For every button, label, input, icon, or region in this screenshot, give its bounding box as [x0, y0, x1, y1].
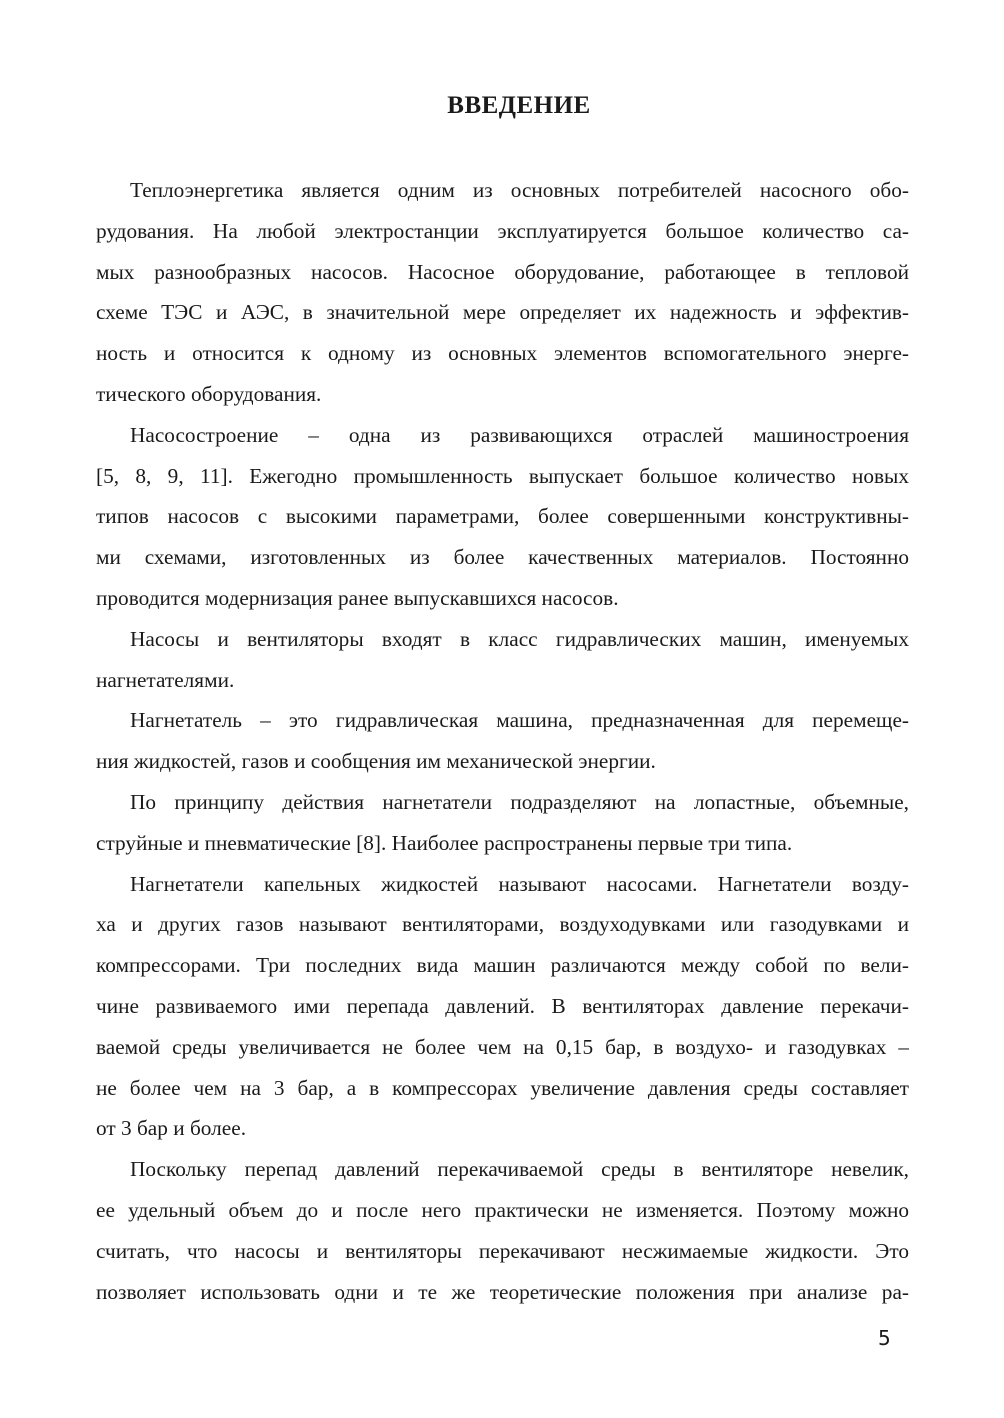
text-line: ваемой среды увеличивается не более чем на 0,15 бар, в воздухо- и газодувках – [96, 1034, 909, 1059]
text-line: Нагнетатель – это гидравлическая машина, предназначенная для перемеще- [130, 708, 909, 733]
text-line: мых разнообразных насосов. Насосное оборудование, работающее в тепловой [96, 259, 909, 284]
page-number: 5 [878, 1326, 891, 1350]
paragraph [96, 1149, 909, 1312]
text-line: Насосы и вентиляторы входят в класс гидравлических машин, именуемых [130, 626, 909, 651]
text-line: проводится модернизация ранее выпускавшихся насосов. [96, 585, 619, 610]
paragraph [96, 415, 909, 619]
text-line: Теплоэнергетика является одним из основных потребителей насосного обо- [130, 178, 909, 202]
text-line: [5, 8, 9, 11]. Ежегодно промышленность выпускает большое количество новых [96, 463, 909, 488]
text-line: ми схемами, изготовленных из более качественных материалов. Постоянно [96, 545, 909, 570]
paragraph [96, 700, 909, 782]
text-line: струйные и пневматические [8]. Наиболее распространены первые три типа. [96, 830, 793, 855]
text-line: Нагнетатели капельных жидкостей называют насосами. Нагнетатели возду- [130, 871, 909, 896]
paragraph [96, 619, 909, 701]
body-text [96, 170, 909, 1312]
text-line: чине развиваемого ими перепада давлений. В вентиляторах давление перекачи- [96, 993, 909, 1018]
text-line: ха и других газов называют вентиляторами, воздуходувками или газодувками и [96, 912, 909, 937]
text-line: не более чем на 3 бар, а в компрессорах увеличение давления среды составляет [96, 1075, 909, 1100]
text-line: считать, что насосы и вентиляторы перекачивают несжимаемые жидкости. Это [96, 1238, 909, 1263]
text-line: от 3 бар и более. [96, 1116, 247, 1141]
text-line: Насосостроение – одна из развивающихся отраслей машиностроения [130, 422, 909, 447]
paragraph [96, 782, 909, 864]
text-line: типов насосов с высокими параметрами, более совершенными конструктивны- [96, 504, 909, 529]
text-line: Поскольку перепад давлений перекачиваемой среды в вентиляторе невелик, [130, 1157, 909, 1182]
text-line: тического оборудования. [96, 381, 322, 406]
text-line: компрессорами. Три последних вида машин различаются между собой по вели- [96, 953, 909, 978]
text-line: позволяет использовать одни и те же теоретические положения при анализе ра- [96, 1279, 909, 1304]
paragraph [96, 170, 909, 415]
text-line: ния жидкостей, газов и сообщения им механической энергии. [96, 749, 656, 774]
paragraph [96, 864, 909, 1150]
page-title: ВВЕДЕНИЕ [447, 92, 591, 119]
text-line: рудования. На любой электростанции эксплуатируется большое количество са- [96, 218, 909, 243]
text-line: По принципу действия нагнетатели подразделяют на лопастные, объемные, [130, 789, 909, 814]
text-line: ее удельный объем до и после него практически не изменяется. Поэтому можно [96, 1197, 909, 1222]
text-line: нагнетателями. [96, 667, 235, 692]
text-line: ность и относится к одному из основных элементов вспомогательного энерге- [96, 341, 909, 366]
text-line: схеме ТЭС и АЭС, в значительной мере определяет их надежность и эффектив- [96, 300, 909, 325]
